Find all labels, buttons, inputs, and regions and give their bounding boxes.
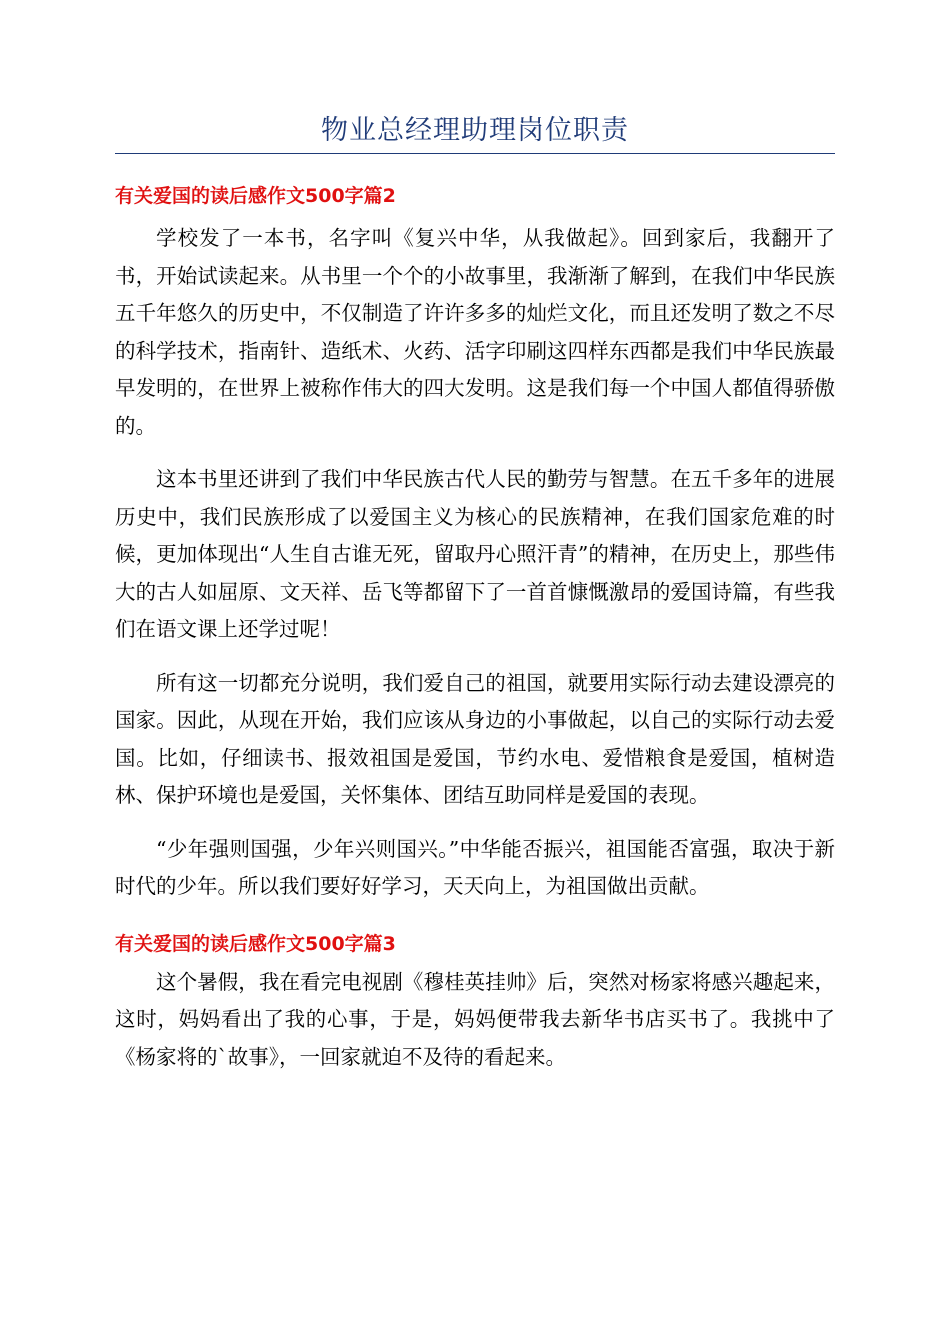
body-paragraph: 学校发了一本书，名字叫《复兴中华，从我做起》。回到家后，我翻开了书，开始试读起来。从书里一个个的小故事里，我渐渐了解到，在我们中华民族五千年悠久的历史中，不仅制造了许许多多的灿烂文化，而且还发明了数之不尽的科学技术，指南针、造纸术、火药、活字印刷这四样东西都是我们中华民族最早发明的，在世界上被称作伟大的四大发明。这是我们每一个中国人都值得骄傲的。: [115, 226, 835, 438]
section-heading: 有关爱国的读后感作文500字篇2: [115, 185, 396, 207]
body-paragraph: 所有这一切都充分说明，我们爱自己的祖国，就要用实际行动去建设漂亮的国家。因此，从现在开始，我们应该从身边的小事做起，以自己的实际行动去爱国。比如，仔细读书、报效祖国是爱国，节约水电、爱惜粮食是爱国，植树造林、保护环境也是爱国，关怀集体、团结互助同样是爱国的表现。: [115, 670, 835, 807]
document-title: 物业总经理助理岗位职责: [321, 115, 629, 146]
document-body: [115, 180, 835, 1076]
body-paragraph: 这个暑假，我在看完电视剧《穆桂英挂帅》后，突然对杨家将感兴趣起来，这时，妈妈看出了我的心事，于是，妈妈便带我去新华书店买书了。我挑中了《杨家将的`故事》，一回家就迫不及待的看起来。: [115, 969, 835, 1069]
title-divider: [115, 153, 835, 154]
section-heading: 有关爱国的读后感作文500字篇3: [115, 932, 396, 955]
body-paragraph: “少年强则国强，少年兴则国兴。”中华能否振兴，祖国能否富强，取决于新时代的少年。所以我们要好好学习，天天向上，为祖国做出贡献。: [115, 836, 835, 898]
body-paragraph: 这本书里还讲到了我们中华民族古代人民的勤劳与智慧。在五千多年的进展历史中，我们民族形成了以爱国主义为核心的民族精神，在我们国家危难的时候，更加体现出“人生自古谁无死，留取丹心照汗青”的精神，在历史上，那些伟大的古人如屈原、文天祥、岳飞等都留下了一首首慷慨激昂的爱国诗篇，有些我们在语文课上还学过呢！: [115, 467, 835, 641]
